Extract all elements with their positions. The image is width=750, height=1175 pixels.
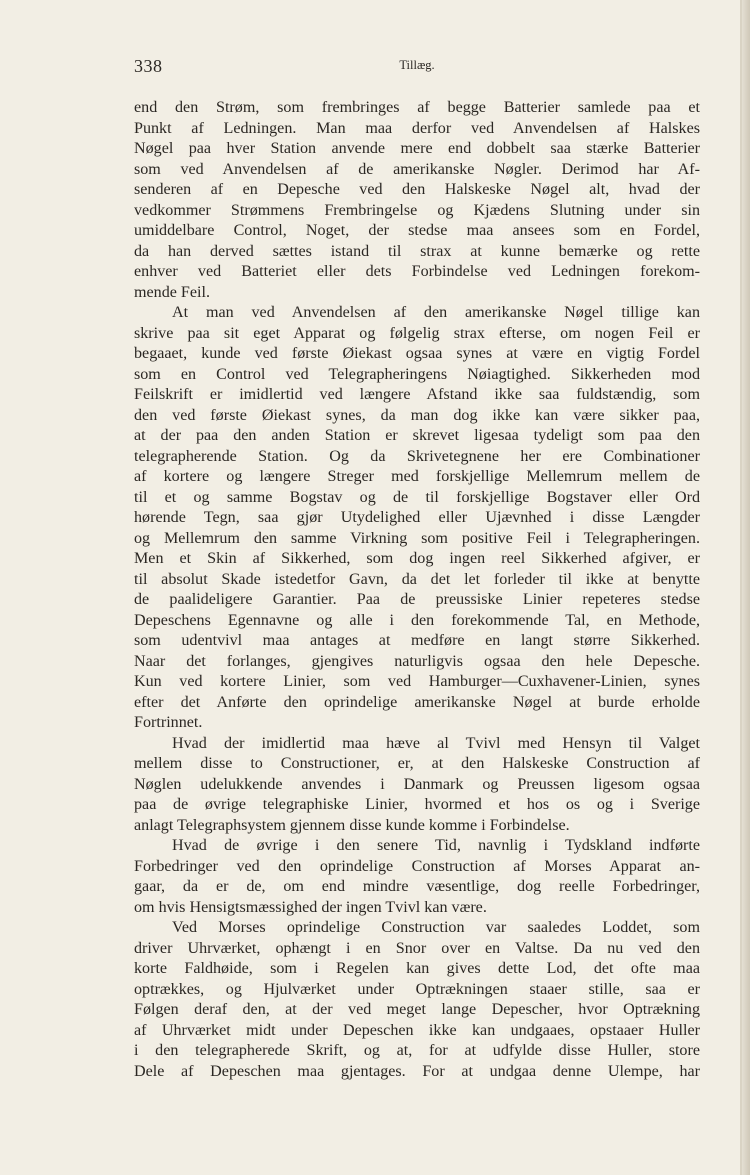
text-line: og Mellemrum den samme Virkning som positive Feil i Telegrapheringen. <box>134 529 700 547</box>
text-line: hørende Tegn, saa gjør Utydelighed eller Ujævnhed i disse Længder <box>134 509 700 526</box>
text-line: som en Control ved Telegrapheringens Nøiagtighed. Sikkerheden mod <box>134 365 700 383</box>
text-line: enhver ved Batteriet eller dets Forbindelse ved Ledningen forekom- <box>134 263 700 280</box>
text-line: Nøglen udelukkende anvendes i Danmark og Preussen ligesom ogsaa <box>134 775 700 793</box>
page-edge <box>742 0 750 1175</box>
text-line: da han derved sættes istand til strax at kunne bemærke og rette <box>134 242 700 260</box>
running-head <box>134 56 700 80</box>
text-line: Punkt af Ledningen. Man maa derfor ved Anvendelsen af Halskes <box>134 119 700 137</box>
text-line: Kun ved kortere Linier, som ved Hamburger—Cuxhavener-Linien, synes <box>134 673 700 690</box>
text-line: mende Feil. <box>134 283 210 301</box>
page-number: 338 <box>134 56 163 76</box>
text-line: korte Faldhøide, som i Regelen kan gives dette Lod, det ofte maa <box>134 960 700 977</box>
text-line: Nøgel paa hver Station anvende mere end dobbelt saa stærke Batterier <box>134 140 700 157</box>
text-line: den ved første Øiekast synes, da man dog ikke kan være sikker paa, <box>134 406 700 424</box>
text-line: umiddelbare Control, Noget, der stedse maa ansees som en Fordel, <box>134 222 700 239</box>
text-line: som ved Anvendelsen af de amerikanske Nøgler. Derimod har Af- <box>134 160 700 178</box>
paragraph-first-line: At man ved Anvendelsen af den amerikanske Nøgel tillige kan <box>172 304 700 321</box>
text-line: end den Strøm, som frembringes af begge Batterier samlede paa et <box>134 99 700 116</box>
text-line: vedkommer Strømmens Frembringelse og Kjædens Slutning under sin <box>134 201 700 219</box>
body-text <box>134 98 700 1082</box>
text-line: som udentvivl maa antages at medføre en langt større Sikkerhed. <box>134 632 700 649</box>
text-line: til et og samme Bogstav og de til forskjellige Bogstaver eller Ord <box>134 488 700 506</box>
text-line: Feilskrift er imidlertid ved længere Afstand ikke saa fuldstændig, som <box>134 386 700 403</box>
text-line: om hvis Hensigtsmæssighed der ingen Tvivl kan være. <box>134 898 487 916</box>
text-line: i den telegrapherede Skrift, og at, for at udfylde disse Huller, store <box>134 1042 700 1059</box>
text-line: Men et Skin af Sikkerhed, som dog ingen reel Sikkerhed afgiver, er <box>134 550 700 567</box>
text-line: til absolut Skade istedetfor Gavn, da det let forleder til ikke at benytte <box>134 570 700 588</box>
text-line: driver Uhrværket, ophængt i en Snor over en Valtse. Da nu ved den <box>134 939 700 957</box>
text-line: Forbedringer ved den oprindelige Construction af Morses Apparat an- <box>134 857 700 875</box>
text-line: Følgen deraf den, at der ved meget lange Depescher, hvor Optrækning <box>134 1001 700 1018</box>
text-line: Naar det forlanges, gjengives naturligvis ogsaa den hele Depesche. <box>134 652 700 670</box>
text-line: skrive paa sit eget Apparat og følgelig strax efterse, om nogen Feil er <box>134 324 700 342</box>
paragraph-first-line: Hvad de øvrige i den senere Tid, navnlig i Tydskland indførte <box>172 837 700 854</box>
text-line: efter det Anførte den oprindelige amerikanske Nøgel at burde erholde <box>134 693 700 711</box>
text-line: anlagt Telegraphsystem gjennem disse kunde komme i Forbindelse. <box>134 816 570 834</box>
text-line: Dele af Depeschen maa gjentages. For at undgaa denne Ulempe, har <box>134 1062 700 1080</box>
text-line: optrækkes, og Hjulværket under Optrækningen staaer stille, saa er <box>134 980 700 998</box>
text-line: at der paa den anden Station er skrevet ligesaa tydeligt som paa den <box>134 427 700 444</box>
text-line: telegrapherende Station. Og da Skrivetegnene her ere Combinationer <box>134 447 700 465</box>
text-line: mellem disse to Constructioner, er, at den Halskeske Construction af <box>134 755 700 772</box>
text-line: Fortrinnet. <box>134 714 203 731</box>
running-head-title: Tillæg. <box>399 58 435 72</box>
text-line: paa de øvrige telegraphiske Linier, hvormed et hos os og i Sverige <box>134 796 700 813</box>
text-line: begaaet, kunde ved første Øiekast ogsaa synes at være en vigtig Fordel <box>134 345 700 362</box>
text-line: senderen af en Depesche ved den Halskeske Nøgel alt, hvad der <box>134 181 700 198</box>
text-line: de paalideligere Garantier. Paa de preussiske Linier repeteres stedse <box>134 591 700 608</box>
text-line: Depeschens Egennavne og alle i den forekommende Tal, en Methode, <box>134 611 700 629</box>
paragraph-first-line: Ved Morses oprindelige Construction var saaledes Loddet, som <box>172 919 700 936</box>
text-line: af Uhrværket midt under Depeschen ikke kan undgaaes, opstaaer Huller <box>134 1021 700 1039</box>
text-line: af kortere og længere Streger med forskjellige Mellemrum mellem de <box>134 468 700 485</box>
paragraph-first-line: Hvad der imidlertid maa hæve al Tvivl med Hensyn til Valget <box>172 734 700 752</box>
text-line: gaar, da er de, om end mindre væsentlige, dog reelle Forbedringer, <box>134 878 700 895</box>
